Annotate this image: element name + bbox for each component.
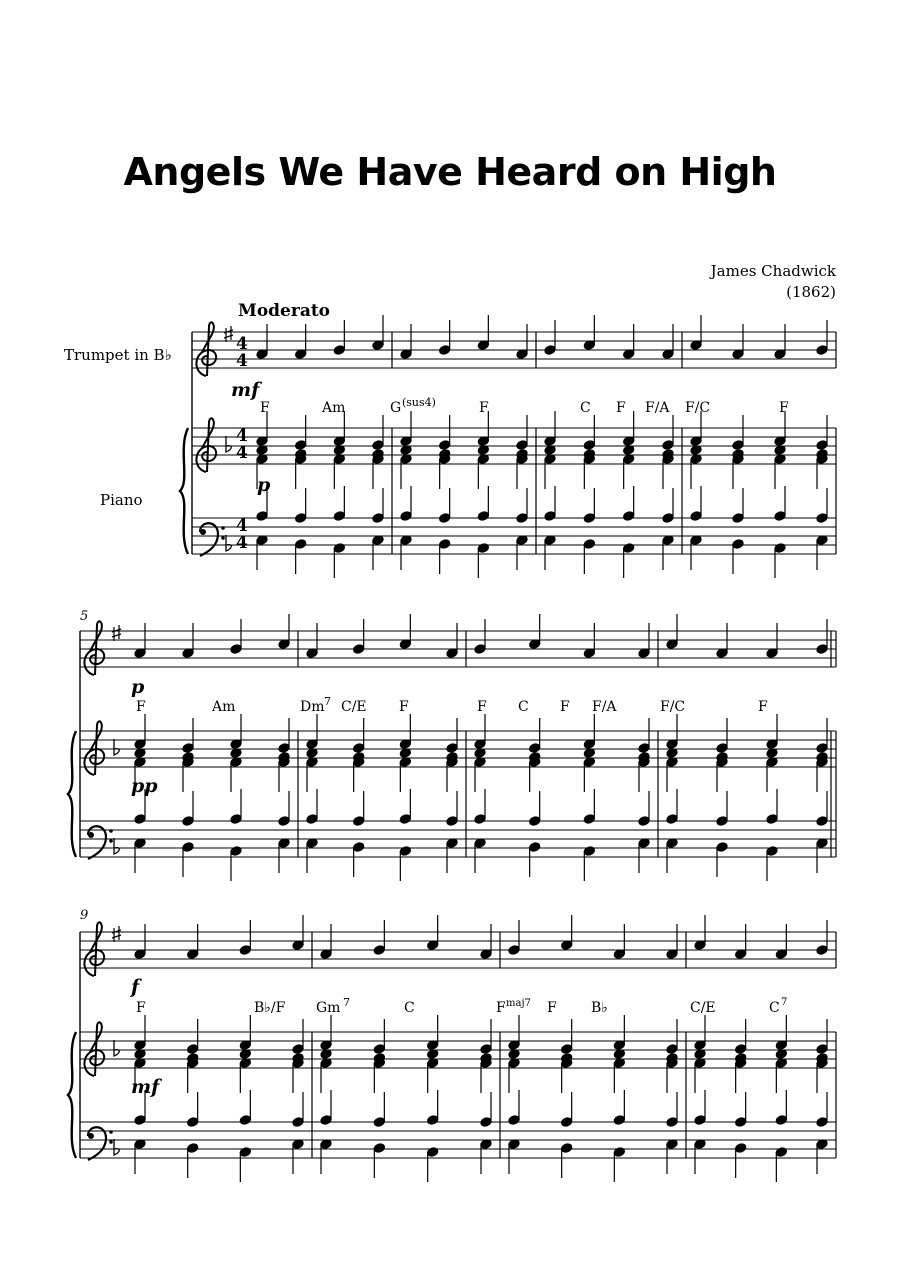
brace bbox=[68, 731, 76, 857]
instrument-label-piano: Piano bbox=[100, 491, 143, 509]
dynamic-mark: f bbox=[131, 976, 140, 998]
tempo-marking: Moderato bbox=[238, 301, 331, 321]
bass-clef-icon bbox=[88, 832, 94, 838]
chord-symbol: F/A bbox=[592, 699, 617, 715]
bass-clef-icon bbox=[88, 826, 106, 859]
chord-symbol: B♭/F bbox=[254, 1000, 286, 1016]
chord-symbol: C bbox=[404, 1000, 415, 1016]
chord-symbol: F/C bbox=[685, 400, 711, 416]
composer-year: (1862) bbox=[786, 283, 836, 301]
chord-symbol: Dm bbox=[300, 699, 325, 715]
chord-symbol: F bbox=[547, 1000, 557, 1016]
bass-clef-icon bbox=[200, 529, 206, 535]
chord-symbol: F/A bbox=[645, 400, 670, 416]
chord-symbol: F/C bbox=[660, 699, 686, 715]
measure-number: 5 bbox=[80, 609, 89, 624]
bass-clef-icon bbox=[109, 1130, 113, 1134]
chord-symbol: 7 bbox=[324, 695, 331, 708]
dynamic-mark: p bbox=[131, 676, 145, 698]
dynamic-mark: pp bbox=[131, 775, 158, 797]
sharp-icon bbox=[224, 326, 233, 342]
dynamic-mark: mf bbox=[131, 1076, 160, 1098]
chord-symbol: 7 bbox=[781, 997, 788, 1008]
chord-symbol: F bbox=[479, 400, 489, 416]
chord-symbol: maj7 bbox=[506, 998, 531, 1009]
chord-symbol: F bbox=[136, 699, 146, 715]
chord-symbol: Am bbox=[212, 699, 236, 715]
time-signatures bbox=[236, 334, 248, 553]
bass-clef-icon bbox=[200, 523, 218, 556]
instrument-label-trumpet: Trumpet in B♭ bbox=[64, 346, 172, 364]
dynamic-mark: mf bbox=[231, 379, 260, 401]
flat-icon bbox=[114, 1040, 119, 1056]
brace bbox=[68, 1032, 76, 1158]
chord-symbol: F bbox=[136, 1000, 146, 1016]
chord-symbol: F bbox=[779, 400, 789, 416]
sharp-icon bbox=[112, 926, 121, 942]
bass-clef-icon bbox=[88, 1133, 94, 1139]
chord-symbol: (sus4) bbox=[402, 396, 436, 409]
measure-number: 9 bbox=[80, 908, 89, 923]
chord-symbol: Am bbox=[322, 400, 346, 416]
time-signature-bottom: 4 bbox=[236, 351, 248, 371]
chord-symbol: C/E bbox=[690, 1000, 716, 1016]
brace bbox=[180, 428, 188, 554]
dynamic-mark: p bbox=[257, 474, 271, 496]
score-title: Angels We Have Heard on High bbox=[123, 150, 777, 194]
chord-symbol: C bbox=[518, 699, 529, 715]
notation-engraving bbox=[68, 315, 836, 1182]
chord-symbol: C bbox=[769, 1000, 780, 1016]
chord-symbol: F bbox=[758, 699, 768, 715]
flat-icon bbox=[226, 535, 231, 551]
chord-symbol: F bbox=[477, 699, 487, 715]
bass-clef-icon bbox=[221, 526, 225, 530]
bass-clef-icon bbox=[109, 829, 113, 833]
chord-symbol: C/E bbox=[341, 699, 367, 715]
chord-symbol: F bbox=[399, 699, 409, 715]
time-signature-top: 4 bbox=[236, 426, 248, 446]
time-signature-bottom: 4 bbox=[236, 443, 248, 463]
flat-icon bbox=[114, 838, 119, 854]
sharp-icon bbox=[112, 625, 121, 641]
chord-symbol: B♭ bbox=[591, 1000, 608, 1016]
time-signature-top: 4 bbox=[236, 516, 248, 536]
bass-clef-icon bbox=[221, 536, 225, 540]
chord-symbol: G bbox=[390, 400, 402, 416]
chord-symbol: Gm bbox=[316, 1000, 341, 1016]
bass-clef-icon bbox=[109, 1140, 113, 1144]
chord-symbol: F bbox=[260, 400, 270, 416]
time-signature-top: 4 bbox=[236, 334, 248, 354]
bass-clef-icon bbox=[109, 839, 113, 843]
chord-symbol: 7 bbox=[343, 996, 350, 1009]
composer-name: James Chadwick bbox=[710, 262, 836, 280]
chord-symbol: C bbox=[580, 400, 591, 416]
chord-symbol: F bbox=[496, 1000, 506, 1016]
bass-clef-icon bbox=[88, 1127, 106, 1160]
chord-symbol: F bbox=[616, 400, 626, 416]
flat-icon bbox=[226, 436, 231, 452]
flat-icon bbox=[114, 739, 119, 755]
time-signature-bottom: 4 bbox=[236, 533, 248, 553]
flat-icon bbox=[114, 1139, 119, 1155]
chord-symbol: F bbox=[560, 699, 570, 715]
